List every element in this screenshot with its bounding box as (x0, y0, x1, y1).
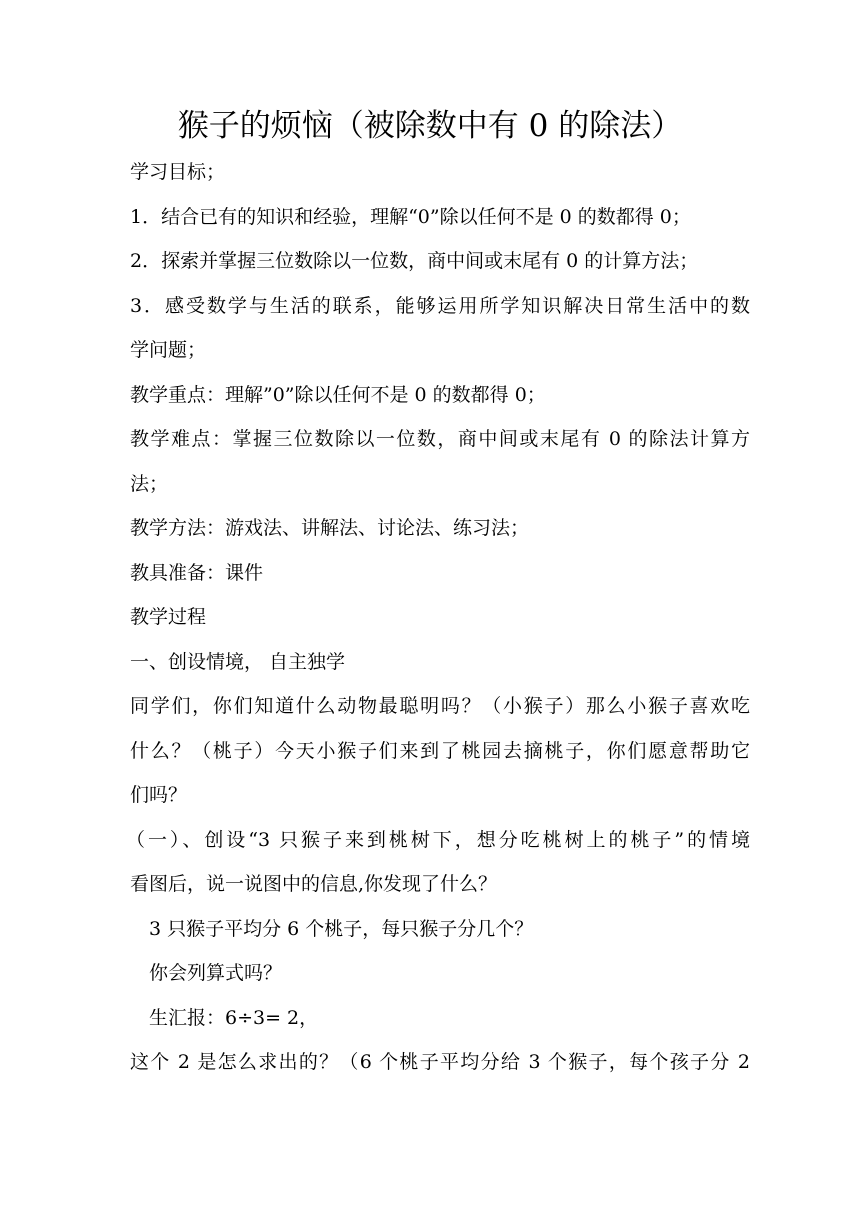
student-report: 生汇报：6÷3= 2， (149, 1007, 319, 1029)
explanation-line: 这个 2 是怎么求出的？（6 个桃子平均分给 3 个猴子，每个孩子分 2 (130, 1051, 750, 1073)
teaching-difficulty-line-2: 法； (130, 473, 169, 495)
teaching-difficulty-line-1: 教学难点：掌握三位数除以一位数，商中间或末尾有 0 的除法计算方 (130, 428, 750, 450)
goal-3-line-2: 学问题； (130, 339, 207, 361)
intro-paragraph-line-2: 什么？（桃子）今天小猴子们来到了桃园去摘桃子，你们愿意帮助它 (130, 740, 750, 762)
intro-paragraph-line-3: 们吗？ (130, 784, 188, 806)
teaching-key-point: 教学重点：理解”0”除以任何不是 0 的数都得 0； (130, 384, 546, 406)
learning-goals-heading: 学习目标； (130, 161, 226, 183)
question-peaches: 3 只猴子平均分 6 个桃子，每只猴子分几个？ (149, 918, 534, 940)
intro-paragraph-line-1: 同学们，你们知道什么动物最聪明吗？（小猴子）那么小猴子喜欢吃 (130, 695, 750, 717)
question-formula: 你会列算式吗？ (149, 962, 283, 984)
teaching-aids: 教具准备：课件 (130, 562, 264, 584)
subsection-1-line-2: 看图后，说一说图中的信息,你发现了什么？ (130, 873, 498, 895)
teaching-process-heading: 教学过程 (130, 606, 207, 628)
section-1-heading: 一、创设情境， 自主独学 (130, 651, 346, 673)
goal-2: 2．探索并掌握三位数除以一位数，商中间或末尾有 0 的计算方法； (130, 250, 699, 272)
teaching-methods: 教学方法：游戏法、讲解法、讨论法、练习法； (130, 517, 530, 539)
goal-1: 1．结合已有的知识和经验，理解“0”除以任何不是 0 的数都得 0； (130, 206, 691, 228)
subsection-1-line-1: （一）、创设“3 只猴子来到桃树下，想分吃桃树上的桃子”的情境 (126, 829, 750, 851)
document-title: 猴子的烦恼（被除数中有 0 的除法） (177, 108, 683, 144)
goal-3-line-1: 3．感受数学与生活的联系，能够运用所学知识解决日常生活中的数 (130, 295, 750, 317)
